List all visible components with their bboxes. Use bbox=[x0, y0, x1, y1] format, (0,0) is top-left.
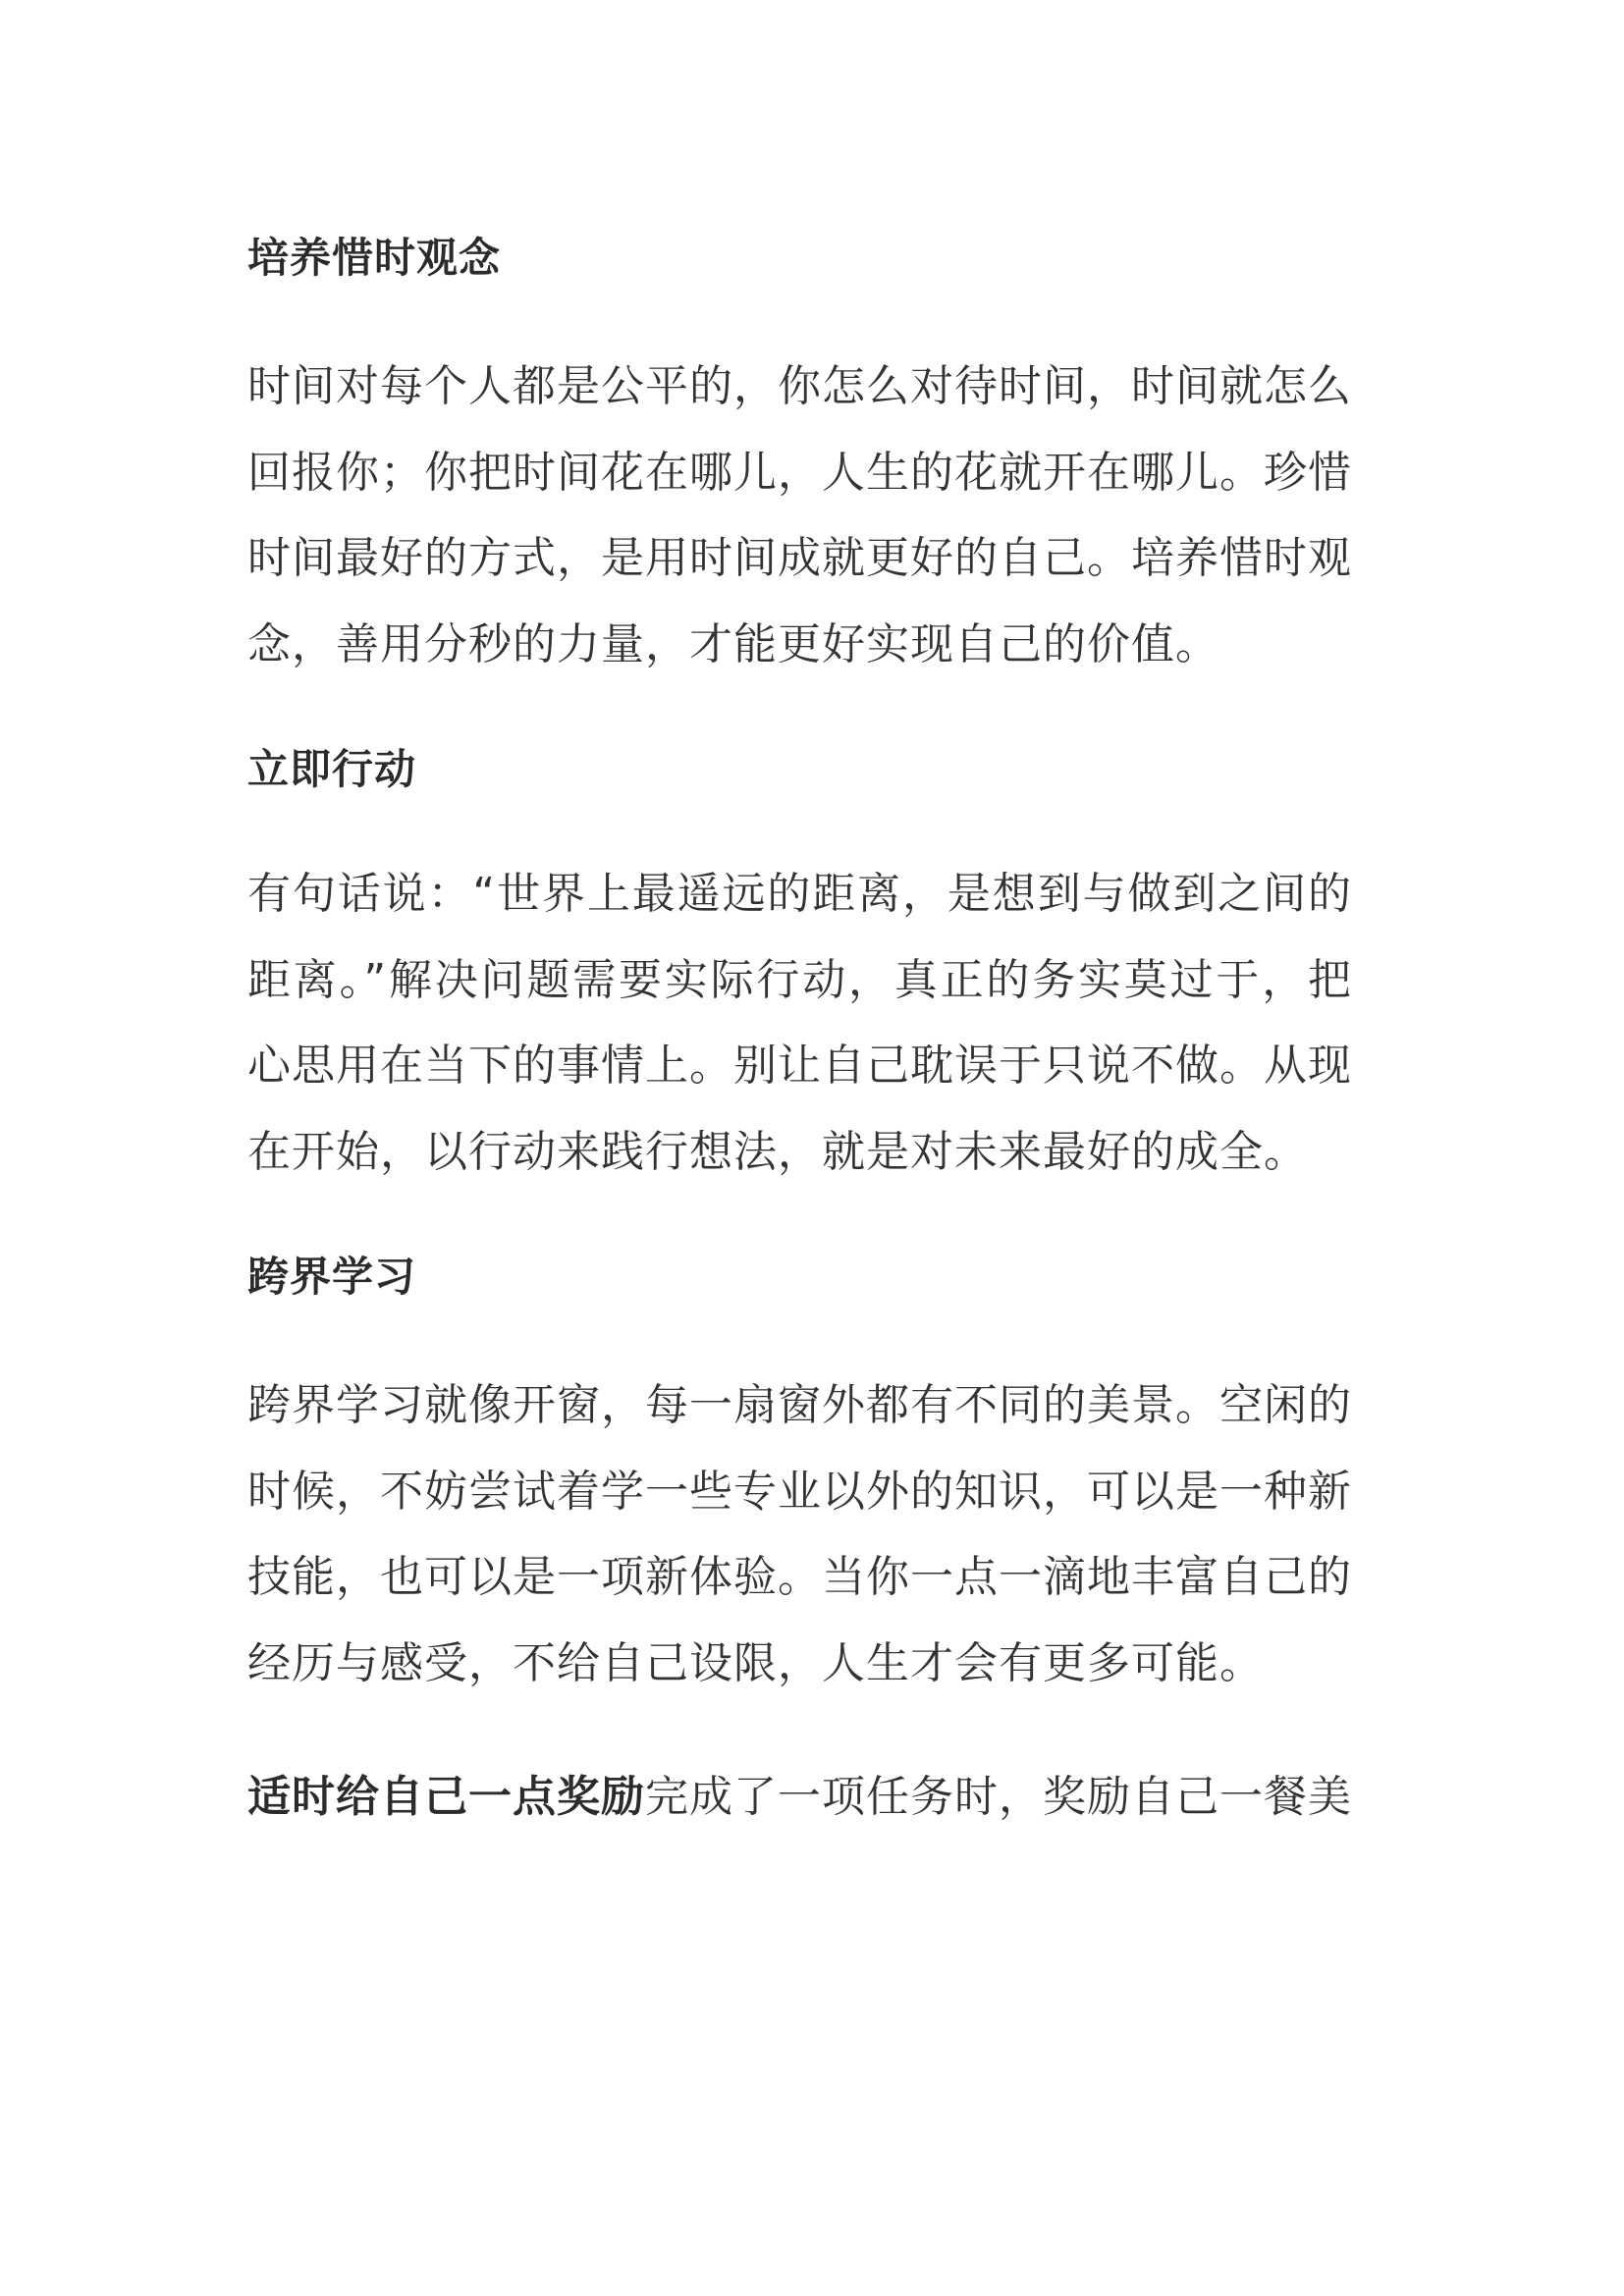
paragraph-text: 完成了一项任务时，奖励自己一餐美 bbox=[645, 1772, 1352, 1822]
paragraph-line bbox=[247, 1754, 1352, 1841]
section-heading: 跨界学习 bbox=[247, 1253, 417, 1301]
paragraph-line: 时候，不妨尝试着学一些专业以外的知识，可以是一种新 bbox=[247, 1466, 1352, 1517]
paragraph-line: 回报你；你把时间花在哪儿，人生的花就开在哪儿。珍惜 bbox=[247, 447, 1352, 498]
paragraph-line: 在开始，以行动来践行想法，就是对未来最好的成全。 bbox=[247, 1126, 1308, 1177]
paragraph-line: 经历与感受，不给自己设限，人生才会有更多可能。 bbox=[247, 1637, 1264, 1688]
document-page bbox=[247, 226, 1352, 1841]
section-heading: 培养惜时观念 bbox=[247, 234, 502, 282]
section-paragraph bbox=[247, 1362, 1352, 1706]
final-paragraph bbox=[247, 1754, 1352, 1841]
paragraph-line: 心思用在当下的事情上。别让自己耽误于只说不做。从现 bbox=[247, 1041, 1352, 1091]
paragraph-line: 有句话说：“世界上最遥远的距离，是想到与做到之间的 bbox=[247, 869, 1352, 919]
paragraph-line: 跨界学习就像开窗，每一扇窗外都有不同的美景。空闲的 bbox=[247, 1380, 1352, 1430]
paragraph-line: 念，善用分秒的力量，才能更好实现自己的价值。 bbox=[247, 618, 1219, 669]
inline-heading: 适时给自己一点奖励 bbox=[247, 1772, 645, 1822]
section-heading: 立即行动 bbox=[247, 745, 417, 793]
section-paragraph bbox=[247, 851, 1352, 1195]
paragraph-line: 距离。”解决问题需要实际行动，真正的务实莫过于，把 bbox=[247, 954, 1352, 1005]
section-paragraph bbox=[247, 344, 1352, 687]
paragraph-line: 时间对每个人都是公平的，你怎么对待时间，时间就怎么 bbox=[247, 361, 1352, 411]
paragraph-line: 时间最好的方式，是用时间成就更好的自己。培养惜时观 bbox=[247, 533, 1352, 583]
paragraph-line: 技能，也可以是一项新体验。当你一点一滴地丰富自己的 bbox=[247, 1552, 1352, 1602]
